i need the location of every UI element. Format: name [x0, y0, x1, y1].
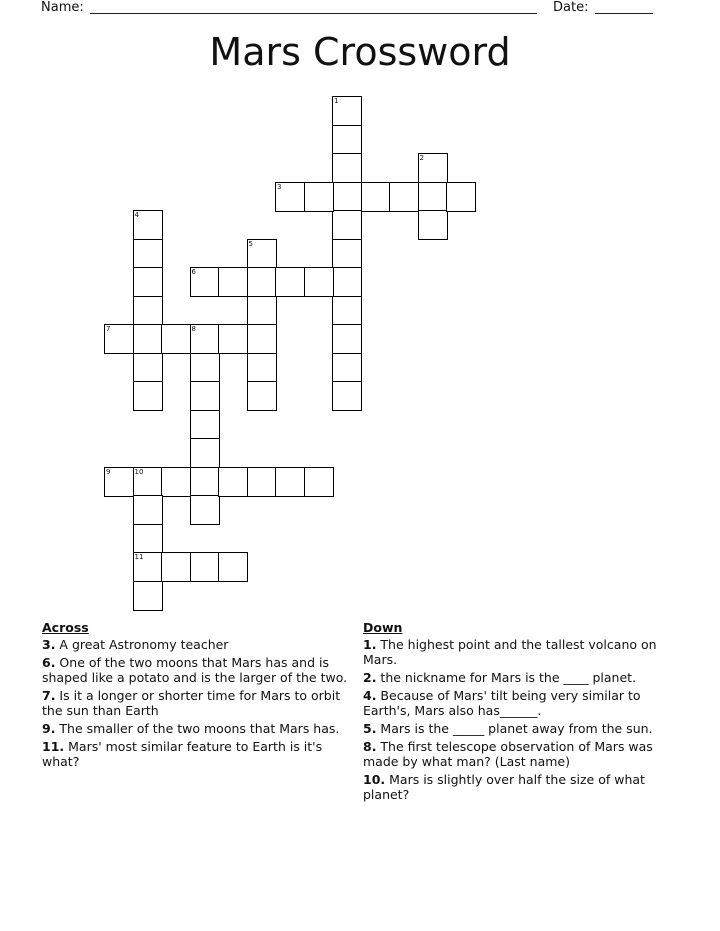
clue-number: 4.	[363, 688, 377, 703]
crossword-cell[interactable]	[133, 353, 163, 383]
crossword-cell[interactable]	[332, 182, 362, 212]
crossword-cell[interactable]	[133, 524, 163, 554]
crossword-cell[interactable]	[161, 324, 191, 354]
clue-number: 5.	[363, 721, 377, 736]
clue-number: 1.	[363, 637, 377, 652]
crossword-cell[interactable]	[418, 153, 448, 183]
crossword-cell[interactable]	[247, 353, 277, 383]
across-clue	[42, 739, 357, 769]
crossword-cell[interactable]	[304, 467, 334, 497]
crossword-cell[interactable]	[190, 467, 220, 497]
clue-text: Mars is slightly over half the size of what planet?	[363, 772, 645, 802]
down-clue	[363, 688, 673, 718]
crossword-cell[interactable]	[133, 210, 163, 240]
crossword-cell[interactable]	[190, 267, 220, 297]
down-clue	[363, 772, 673, 802]
crossword-cell[interactable]	[418, 210, 448, 240]
crossword-cell[interactable]	[247, 267, 277, 297]
crossword-cell[interactable]	[446, 182, 476, 212]
crossword-cell[interactable]	[247, 324, 277, 354]
clue-number: 6.	[42, 655, 56, 670]
crossword-cell[interactable]	[332, 96, 362, 126]
crossword-cell[interactable]	[247, 467, 277, 497]
clue-number: 10	[134, 467, 144, 476]
crossword-cell[interactable]	[190, 353, 220, 383]
clue-number: 2.	[363, 670, 377, 685]
crossword-cell[interactable]	[190, 552, 220, 582]
clue-number: 4	[134, 211, 139, 219]
down-clue	[363, 670, 673, 685]
crossword-cell[interactable]	[161, 467, 191, 497]
clue-number: 11.	[42, 739, 65, 754]
crossword-cell[interactable]	[218, 267, 248, 297]
down-clue	[363, 739, 673, 769]
crossword-cell[interactable]	[190, 381, 220, 411]
clue-number: 8	[191, 325, 196, 333]
clue-number: 3.	[42, 637, 56, 652]
crossword-cell[interactable]	[218, 552, 248, 582]
crossword-cell[interactable]	[104, 467, 134, 497]
crossword-cell[interactable]	[332, 353, 362, 383]
crossword-cell[interactable]	[190, 438, 220, 468]
page-title: Mars Crossword	[209, 30, 511, 74]
crossword-cell[interactable]	[133, 381, 163, 411]
crossword-cell[interactable]	[190, 495, 220, 525]
name-label: Name:	[41, 0, 84, 15]
crossword-cell[interactable]	[190, 410, 220, 440]
crossword-cell[interactable]	[332, 239, 362, 269]
clue-number: 9.	[42, 721, 56, 736]
down-heading: Down	[363, 620, 403, 635]
clue-text: Is it a longer or shorter time for Mars to orbit the sun than Earth	[42, 688, 341, 718]
crossword-cell[interactable]	[247, 381, 277, 411]
clue-text: the nickname for Mars is the ____ planet.	[376, 670, 637, 685]
crossword-cell[interactable]	[133, 467, 163, 497]
clue-text: Mars is the _____ planet away from the sun.	[376, 721, 653, 736]
clue-number: 3	[277, 182, 282, 191]
crossword-cell[interactable]	[389, 182, 419, 212]
crossword-cell[interactable]	[332, 296, 362, 326]
clue-text: The first telescope observation of Mars was made by what man? (Last name)	[363, 739, 653, 769]
clue-number: 11	[134, 553, 144, 561]
across-clue	[42, 721, 357, 736]
across-clue	[42, 688, 357, 718]
clue-text: Mars' most similar feature to Earth is it's what?	[42, 739, 323, 769]
clue-number: 10.	[363, 772, 386, 787]
crossword-cell[interactable]	[161, 552, 191, 582]
clue-number: 6	[191, 268, 196, 276]
crossword-cell[interactable]	[218, 324, 248, 354]
crossword-cell[interactable]	[332, 381, 362, 411]
clue-text: A great Astronomy teacher	[55, 637, 229, 652]
clue-number: 7.	[42, 688, 56, 703]
crossword-cell[interactable]	[133, 267, 163, 297]
clue-text: One of the two moons that Mars has and is shaped like a potato and is the larger of the two.	[42, 655, 348, 685]
crossword-cell[interactable]	[247, 239, 277, 269]
clue-number: 5	[248, 239, 253, 248]
clue-text: The smaller of the two moons that Mars has.	[55, 721, 340, 736]
crossword-cell[interactable]	[133, 552, 163, 582]
down-clue-list	[363, 637, 673, 802]
crossword-cell[interactable]	[275, 467, 305, 497]
crossword-cell[interactable]	[332, 153, 362, 183]
clue-text: Because of Mars' tilt being very similar to Earth's, Mars also has______.	[363, 688, 641, 718]
crossword-cell[interactable]	[133, 581, 163, 611]
clue-text: The highest point and the tallest volcano on Mars.	[363, 637, 657, 667]
clue-number: 2	[419, 154, 424, 162]
across-clue	[42, 637, 357, 652]
crossword-cell[interactable]	[332, 267, 362, 297]
clue-number: 9	[106, 467, 111, 476]
crossword-cell[interactable]	[133, 495, 163, 525]
crossword-cell[interactable]	[304, 267, 334, 297]
crossword-cell[interactable]	[247, 296, 277, 326]
clue-number: 8.	[363, 739, 377, 754]
crossword-cell[interactable]	[133, 324, 163, 354]
crossword-cell[interactable]	[275, 267, 305, 297]
crossword-cell[interactable]	[332, 324, 362, 354]
across-clue-list	[42, 637, 357, 769]
crossword-cell[interactable]	[133, 296, 163, 326]
crossword-cell[interactable]	[304, 182, 334, 212]
across-clues	[42, 620, 357, 772]
across-heading: Across	[42, 620, 89, 635]
crossword-cell[interactable]	[332, 210, 362, 240]
crossword-cell[interactable]	[275, 182, 305, 212]
down-clues	[363, 620, 673, 805]
crossword-cell[interactable]	[361, 182, 391, 212]
crossword-cell[interactable]	[133, 239, 163, 269]
crossword-cell[interactable]	[190, 324, 220, 354]
crossword-cell[interactable]	[332, 125, 362, 155]
crossword-cell[interactable]	[104, 324, 134, 354]
down-clue	[363, 721, 673, 736]
across-clue	[42, 655, 357, 685]
down-clue	[363, 637, 673, 667]
clue-number: 7	[106, 325, 111, 333]
clue-number: 1	[334, 97, 339, 105]
crossword-cell[interactable]	[418, 182, 448, 212]
date-label: Date:	[553, 0, 589, 15]
crossword-cell[interactable]	[218, 467, 248, 497]
